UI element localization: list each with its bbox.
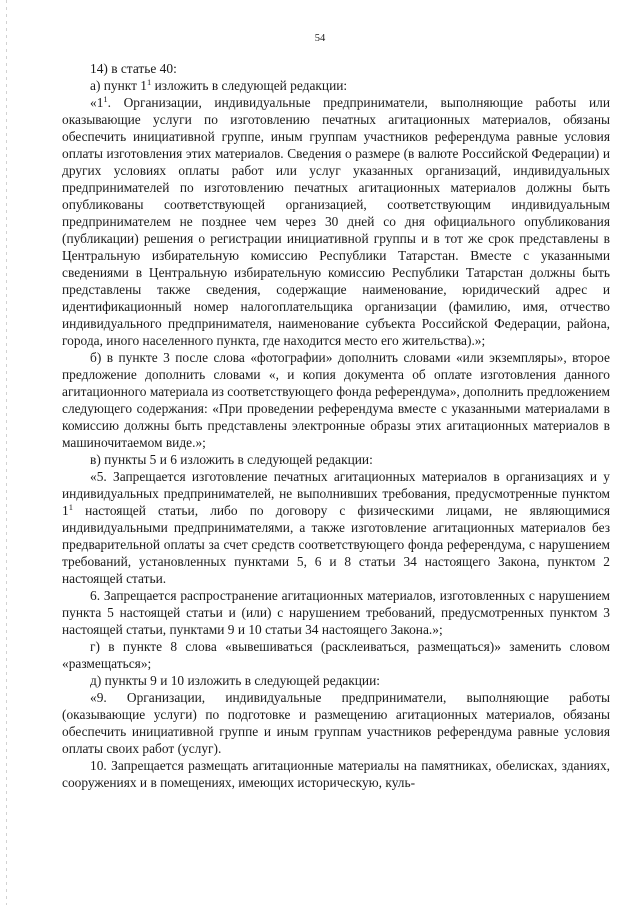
item-14-heading: 14) в статье 40:	[90, 61, 177, 76]
point-1-1-text: «$1^1$. Организации, индивидуальные предприниматели, выполняющие работы или оказывающие услуги по изготовлению печатных агитационных материалов, обязаны обеспечить инициативной группе, иным группам участников референдума равные условия оплаты изготовления этих материалов. Сведения о размере (в валюте Российской Федерации) и других условиях оплаты работ или услуг указанных организаций, индивидуальных предпринимателей по изготовлению печатных агитационных материалов должны быть опубликованы соответствующей организацией, соответствующим индивидуальным предпринимателем не позднее чем через 30 дней со дня официального опубликования (публикации) решения о регистрации инициативной группы и в тот же срок представлены в Центральную избирательную комиссию Республики Татарстан. Вместе с указанными сведениями в Центральную избирательную комиссию Республики Татарстан должны быть представлены также сведения, содержащие наименование, юридический адрес и идентификационный номер налогоплательщика организации (фамилию, имя, отчество индивидуального предпринимателя, наименование субъекта Российской Федерации, района, города, иного населенного пункта, где находится место его жительства).»;	[62, 94, 610, 348]
subitem-g: г) в пункте 8 слова «вывешиваться (расклеиваться, размещаться)» заменить словом «размещаться»;	[62, 639, 610, 671]
point-6-text: 6. Запрещается распространение агитационных материалов, изготовленных с нарушением пункта 5 настоящей статьи и (или) с нарушением требований, предусмотренных пунктом 3 настоящей статьи, пунктами 9 и 10 статьи 34 настоящего Закона.»;	[62, 588, 610, 637]
document-body	[62, 60, 610, 791]
point-5-text: «5. Запрещается изготовление печатных агитационных материалов в организациях и у индивидуальных предпринимателей, не выполнивших требования, предусмотренные пунктом $1^1$ настоящей статьи, либо по договору с физическими лицами, не являющимися индивидуальными предпринимателями, а также изготовление агитационных материалов без предварительной оплаты за счет средств соответствующего фонда референдума, с нарушением требований, установленных пунктами 5, 6 и 8 статьи 34 настоящего Закона, пунктом 2 настоящей статьи.	[62, 469, 610, 586]
subitem-a: а) пункт $1^1$ изложить в следующей редакции:	[90, 77, 348, 93]
subitem-b: б) в пункте 3 после слова «фотографии» дополнить словами «или экземпляры», второе предложение дополнить словами «, и копия документа об оплате изготовления данного агитационного материала из соответствующего фонда референдума», дополнить предложением следующего содержания: «При проведении референдума вместе с указанными материалами в комиссию должны быть представлены электронные образы этих агитационных материалов в машиночитаемом виде.»;	[62, 350, 611, 450]
point-9-text: «9. Организации, индивидуальные предприниматели, выполняющие работы (оказывающие услуги) по подготовке и размещению агитационных материалов, обязаны обеспечить инициативной группе и иным группам участников референдума равные условия оплаты своих работ (услуг).	[62, 690, 610, 756]
point-10-text: 10. Запрещается размещать агитационные материалы на памятниках, обелисках, зданиях, сооружениях и в помещениях, имеющих историческую, куль-	[62, 758, 610, 790]
scan-margin-rule	[6, 0, 7, 905]
subitem-v: в) пункты 5 и 6 изложить в следующей редакции:	[90, 452, 373, 467]
subitem-d: д) пункты 9 и 10 изложить в следующей редакции:	[90, 673, 380, 688]
page-number: 54	[314, 33, 326, 44]
